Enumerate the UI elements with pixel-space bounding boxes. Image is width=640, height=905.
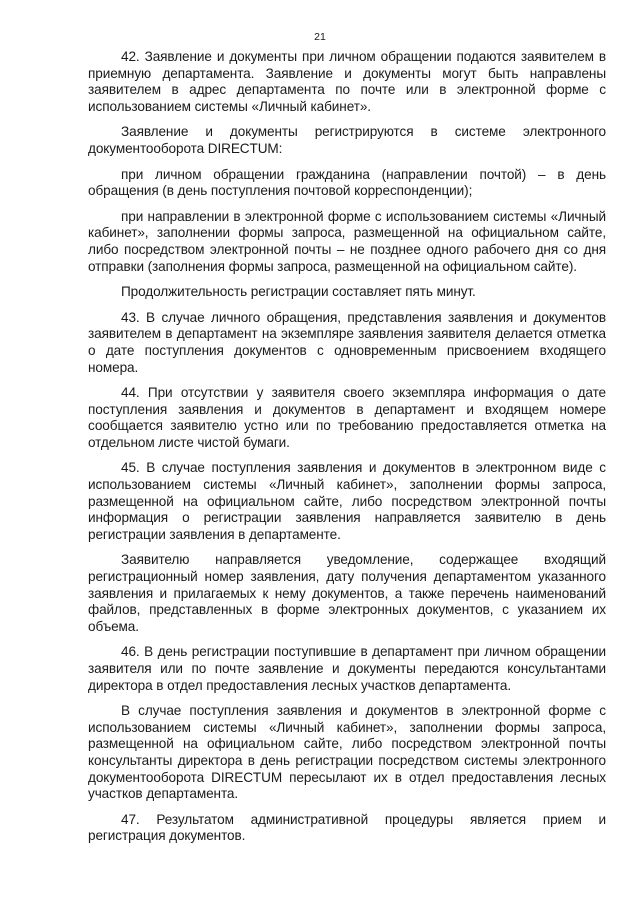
paragraph-43: 43. В случае личного обращения, представления заявления и документов заявителем в департамент на экземпляре заявления заявителя делается отметка о дате поступления документов с одновременным присвоением входящего номера. (88, 309, 606, 375)
paragraph-notification: Заявителю направляется уведомление, содержащее входящий регистрационный номер заявления, дату получения департаментом указанного заявления и прилагаемых к нему документов, а также перечень наименований файлов, представленных в форме электронных документов, с указанием их объема. (88, 552, 606, 634)
paragraph-42: 42. Заявление и документы при личном обращении подаются заявителем в приемную департамента. Заявление и документы могут быть направлены заявителем в адрес департамента по почте или в электронной форме с использованием системы «Личный кабинет». (88, 49, 606, 114)
paragraph-duration: Продолжительность регистрации составляет пять минут. (121, 284, 476, 300)
paragraph-44: 44. При отсутствии у заявителя своего экземпляра информация о дате поступления заявления и документов в департамент и входящем номере сообщается заявителю устно или по требованию предоставляется отметка на отдельном листе чистой бумаги. (88, 385, 606, 450)
paragraph-registration: Заявление и документы регистрируются в системе электронного документооборота DIRECTUM: (88, 124, 606, 156)
paragraph-46: 46. В день регистрации поступившие в департамент при личном обращении заявителя или по почте заявление и документы передаются консультантами директора в отдел предоставления лесных участков департамента. (88, 644, 606, 693)
paragraph-personal-request: при личном обращении гражданина (направлении почтой) – в день обращения (в день поступления почтовой корреспонденции); (88, 166, 606, 199)
paragraph-electronic-forwarding: В случае поступления заявления и документов в электронной форме с использованием системы «Личный кабинет», заполнении формы запроса, размещенной на официальном сайте, либо посредством электронной почты консультанты директора в день регистрации посредством системы электронного документооборота DIRECTUM пересылают их в отдел предоставления лесных участков департамента. (88, 703, 606, 802)
document-body (88, 49, 606, 845)
paragraph-47: 47. Результатом административной процедуры является прием и регистрация документов. (88, 811, 606, 844)
paragraph-45: 45. В случае поступления заявления и документов в электронном виде с использованием системы «Личный кабинет», заполнении формы запроса, размещенной на официальном сайте, либо посредством электронной почты информация о регистрации заявления направляется заявителю в день регистрации заявления в департаменте. (88, 460, 606, 542)
page-number: 21 (314, 31, 326, 43)
paragraph-electronic-request: при направлении в электронной форме с использованием системы «Личный кабинет», заполнении формы запроса, размещенной на официальном сайте, либо посредством электронной почты – не позднее одного рабочего дня со дня отправки (заполнения формы запроса, размещенной на официальном сайте). (88, 208, 606, 274)
